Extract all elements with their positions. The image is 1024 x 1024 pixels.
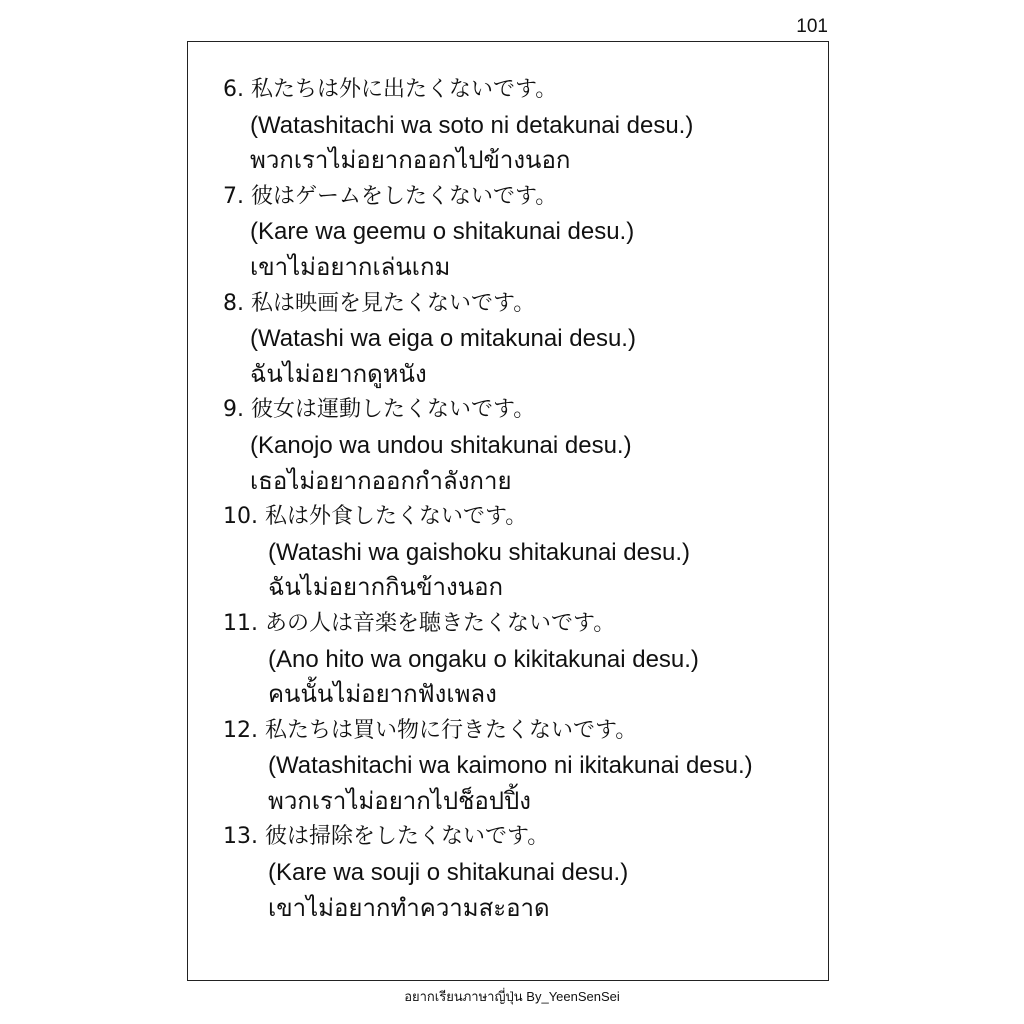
romaji-reading: (Kanojo wa undou shitakunai desu.) xyxy=(250,431,632,459)
romaji-reading: (Watashitachi wa kaimono ni ikitakunai desu.) xyxy=(268,752,753,780)
japanese-sentence: 7. 彼はゲームをしたくないです。 xyxy=(223,183,558,209)
page-footer: อยากเรียนภาษาญี่ปุ่น By_YeenSenSei xyxy=(404,989,620,1004)
sentence-entry-8 xyxy=(223,286,823,393)
romaji-reading: (Watashi wa gaishoku shitakunai desu.) xyxy=(268,538,690,566)
sentence-entry-13 xyxy=(223,819,823,926)
thai-translation: ฉันไม่อยากดูหนัง xyxy=(250,360,427,388)
thai-translation: ฉันไม่อยากกินข้างนอก xyxy=(268,574,504,602)
sentence-entry-10 xyxy=(223,499,823,606)
sentence-entry-6 xyxy=(223,72,823,179)
japanese-sentence: 9. 彼女は運動したくないです。 xyxy=(223,397,536,423)
japanese-sentence: 11. あの人は音楽を聴きたくないです。 xyxy=(223,610,616,636)
thai-translation: เขาไม่อยากเล่นเกม xyxy=(250,253,451,281)
japanese-sentence: 6. 私たちは外に出たくないです。 xyxy=(223,77,558,102)
romaji-reading: (Ano hito wa ongaku o kikitakunai desu.) xyxy=(268,645,699,673)
thai-translation: พวกเราไม่อยากออกไปข้างนอก xyxy=(250,147,571,175)
japanese-sentence: 12. 私たちは買い物に行きたくないです。 xyxy=(223,717,638,743)
sentence-entry-11 xyxy=(223,606,823,713)
thai-translation: พวกเราไม่อยากไปช็อปปิ้ง xyxy=(268,787,531,815)
japanese-sentence: 8. 私は映画を見たくないです。 xyxy=(223,290,536,316)
sentence-entry-7 xyxy=(223,179,823,286)
romaji-reading: (Kare wa geemu o shitakunai desu.) xyxy=(250,218,635,246)
thai-translation: คนนั้นไม่อยากฟังเพลง xyxy=(268,681,497,709)
page-number: 101 xyxy=(796,16,828,37)
thai-translation: เธอไม่อยากออกกำลังกาย xyxy=(250,467,512,495)
romaji-reading: (Watashi wa eiga o mitakunai desu.) xyxy=(250,325,636,353)
sentence-entry-9 xyxy=(223,392,823,499)
sentence-entry-12 xyxy=(223,713,823,820)
japanese-sentence: 13. 彼は掃除をしたくないです。 xyxy=(223,824,550,850)
sentence-list xyxy=(223,72,823,926)
thai-translation: เขาไม่อยากทำความสะอาด xyxy=(268,894,550,922)
romaji-reading: (Kare wa souji o shitakunai desu.) xyxy=(268,859,629,887)
japanese-sentence: 10. 私は外食したくないです。 xyxy=(223,504,528,530)
romaji-reading: (Watashitachi wa soto ni detakunai desu.) xyxy=(250,111,694,139)
